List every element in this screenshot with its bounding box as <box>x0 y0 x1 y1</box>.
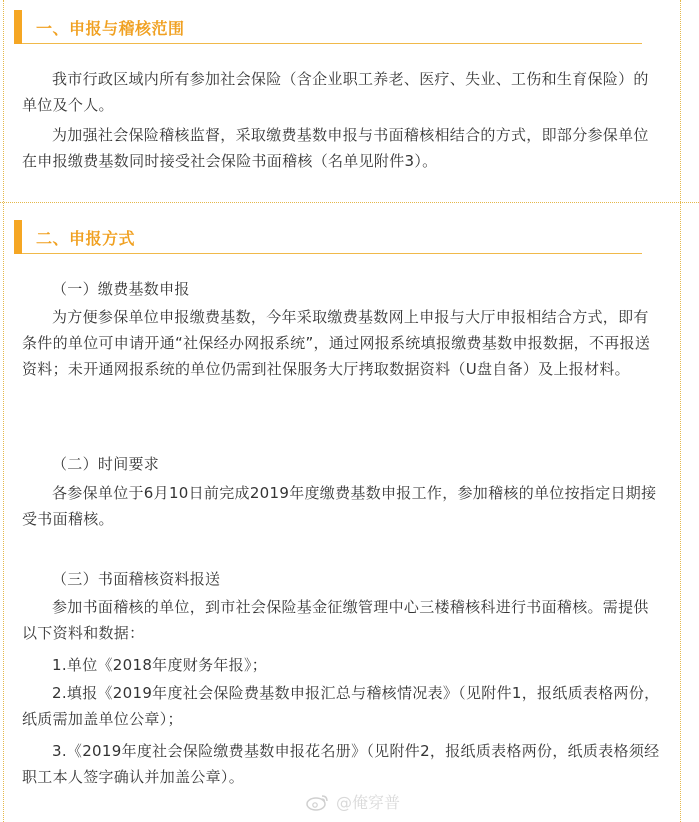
heading-underline <box>22 43 642 44</box>
section1-heading <box>14 10 642 44</box>
right-dotted-border <box>680 0 681 822</box>
list-item-roster: 3.《2019年度社会保险缴费基数申报花名册》（见附件2，报纸质表格两份，纸质表格须经职工本人签字确认并加盖公章）。 <box>22 742 660 786</box>
heading-accent-bar <box>14 10 22 44</box>
list-item-financial-report: 1.单位《2018年度财务年报》； <box>52 656 268 674</box>
section1-title: 一、申报与稽核范围 <box>36 19 185 38</box>
paragraph-audit-materials: 参加书面稽核的单位，到市社会保险基金征缴管理中心三楼稽核科进行书面稽核。需提供以下资料和数据： <box>22 598 649 642</box>
paragraph-declaration-method: 为方便参保单位申报缴费基数，今年采取缴费基数网上申报与大厅申报相结合方式，即有条件的单位可申请开通“社保经办网报系统”，通过网报系统填报缴费基数申报数据，不再报送资料；未开通网报系统的单位仍需到社保服务大厅拷取数据资料（U盘自备）及上报材料。 <box>22 308 651 378</box>
section1-paragraph-audit: 为加强社会保险稽核监督，采取缴费基数申报与书面稽核相结合的方式，即部分参保单位在申报缴费基数同时接受社会保险书面稽核（名单见附件3）。 <box>22 126 649 170</box>
section1-paragraph-scope: 我市行政区域内所有参加社会保险（含企业职工养老、医疗、失业、工伤和生育保险）的单位及个人。 <box>22 70 649 114</box>
section2-heading <box>14 220 642 254</box>
subheading-base-declaration: （一）缴费基数申报 <box>52 280 190 298</box>
list-item-summary-table: 2.填报《2019年度社会保险费基数申报汇总与稽核情况表》（见附件1，报纸质表格两份，纸质需加盖单位公章）； <box>22 684 660 728</box>
subheading-time-requirement: （二）时间要求 <box>52 455 160 473</box>
section2-title: 二、申报方式 <box>36 229 136 248</box>
heading-accent-bar <box>14 220 22 254</box>
paragraph-deadline: 各参保单位于6月10日前完成2019年度缴费基数申报工作，参加稽核的单位按指定日期接受书面稽核。 <box>22 484 657 528</box>
weibo-watermark <box>306 790 400 813</box>
watermark-text: @俺穿普 <box>336 793 401 812</box>
heading-underline <box>22 253 642 254</box>
left-dotted-border <box>3 0 4 822</box>
weibo-icon <box>306 793 330 811</box>
section-divider <box>0 202 699 203</box>
subheading-written-audit: （三）书面稽核资料报送 <box>52 570 221 588</box>
